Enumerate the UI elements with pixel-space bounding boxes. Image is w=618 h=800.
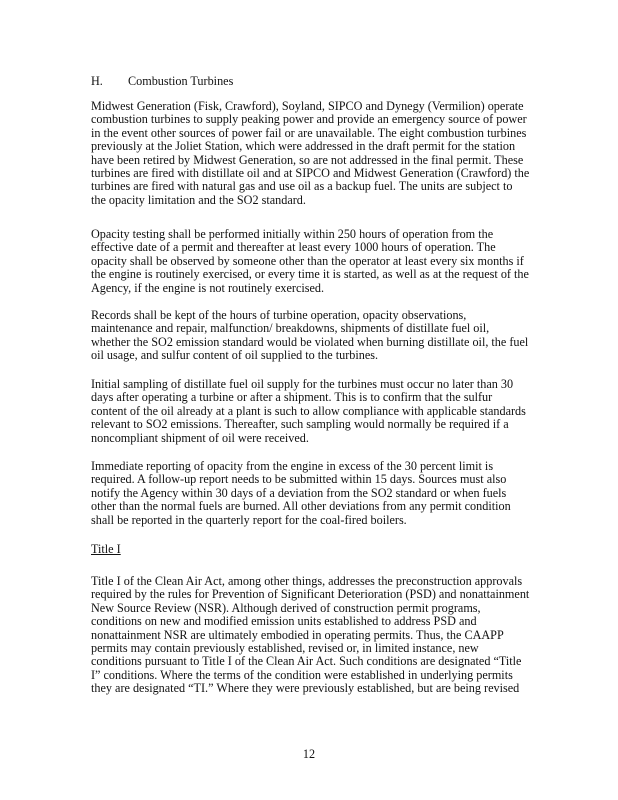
subheading-title-i: Title I: [91, 542, 121, 556]
paragraph-title-i: [91, 575, 581, 696]
text-line: permits may contain previously established, revised or, in limited instance, new: [91, 641, 479, 656]
text-line: have been retired by Midwest Generation, so are not addressed in the final permit. These: [91, 152, 524, 167]
text-line: the engine is routinely exercised, or every time it is started, as well as at the request of the: [91, 267, 529, 282]
text-line: Records shall be kept of the hours of turbine operation, opacity observations,: [91, 308, 467, 322]
text-line: Initial sampling of distillate fuel oil supply for the turbines must occur no later than 30: [91, 377, 514, 391]
text-line: opacity shall be observed by someone other than the operator at least every six months if: [91, 253, 524, 268]
text-line: shall be reported in the quarterly report for the coal-fired boilers.: [91, 512, 407, 527]
page-number: 12: [302, 747, 316, 761]
text-line: Title I of the Clean Air Act, among other things, addresses the preconstruction approvals: [91, 574, 523, 588]
section-heading: [91, 75, 233, 88]
text-line: notify the Agency within 30 days of a deviation from the SO2 standard or when fuels: [91, 485, 507, 500]
text-line: relevant to SO2 emissions. Thereafter, such sampling would normally be required if a: [91, 417, 509, 432]
text-line: noncompliant shipment of oil were received.: [91, 430, 309, 445]
text-line: Agency, if the engine is not routinely exercised.: [91, 280, 325, 295]
text-line: maintenance and repair, malfunction/ breakdowns, shipments of distillate fuel oil,: [91, 321, 490, 336]
text-line: content of the oil already at a plant is such to allow compliance with applicable standards: [91, 403, 526, 418]
text-line: nonattainment NSR are ultimately embodied in operating permits. Thus, the CAAPP: [91, 627, 504, 642]
text-line: New Source Review (NSR). Although derived of construction permit programs,: [91, 600, 481, 615]
text-line: required. A follow-up report needs to be submitted within 15 days. Sources must also: [91, 472, 507, 487]
text-line: in the event other sources of power fail or are unavailable. The eight combustion turbines: [91, 125, 527, 140]
section-number: H.: [91, 74, 103, 88]
section-title: Combustion Turbines: [128, 74, 234, 88]
text-line: Midwest Generation (Fisk, Crawford), Soyland, SIPCO and Dynegy (Vermilion) operate: [91, 99, 524, 113]
paragraph-fuel-sampling: [91, 378, 581, 445]
text-line: turbines are fired with natural gas and use oil as a backup fuel. The units are subject to: [91, 179, 513, 194]
paragraph-records: [91, 309, 581, 363]
text-line: combustion turbines to supply peaking power and provide an emergency source of power: [91, 112, 527, 127]
paragraph-reporting: [91, 460, 581, 527]
text-line: turbines are fired with distillate oil and at SIPCO and Midwest Generation (Crawford) the: [91, 166, 530, 181]
text-line: required by the rules for Prevention of Significant Deterioration (PSD) and nonattainment: [91, 587, 530, 602]
paragraph-turbine-operators: [91, 100, 581, 207]
text-line: the opacity limitation and the SO2 standard.: [91, 192, 306, 207]
text-line: previously at the Joliet Station, which were addressed in the draft permit for the station: [91, 139, 516, 154]
text-line: conditions on new and modified emission units established to address PSD and: [91, 614, 477, 629]
text-line: Opacity testing shall be performed initially within 250 hours of operation from the: [91, 227, 494, 241]
text-line: other than the normal fuels are burned. All other deviations from any permit condition: [91, 499, 511, 514]
paragraph-opacity-testing: [91, 228, 581, 295]
text-line: days after operating a turbine or after a shipment. This is to confirm that the sulfur: [91, 390, 493, 405]
text-line: effective date of a permit and thereafter at least every 1000 hours of operation. The: [91, 240, 496, 255]
text-line: conditions pursuant to Title I of the Clean Air Act. Such conditions are designated “Title: [91, 654, 522, 669]
text-line: I” conditions. Where the terms of the condition were established in underlying permits: [91, 667, 513, 682]
text-line: oil usage, and sulfur content of oil supplied to the turbines.: [91, 348, 379, 363]
text-line: whether the SO2 emission standard would be violated when burning distillate oil, the fuel: [91, 334, 529, 349]
text-line: Immediate reporting of opacity from the engine in excess of the 30 percent limit is: [91, 459, 494, 473]
text-line: they are designated “TI.” Where they were previously established, but are being revised: [91, 681, 520, 696]
